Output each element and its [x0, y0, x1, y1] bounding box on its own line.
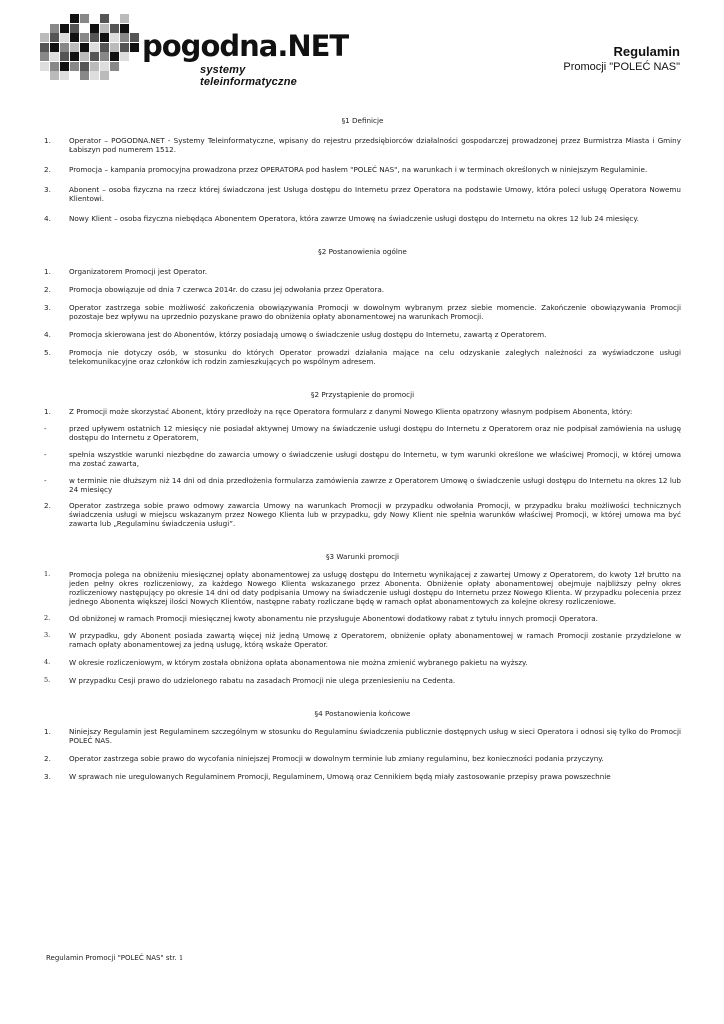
list-item [44, 214, 681, 223]
item-text: Abonent – osoba fizyczna na rzecz której świadczona jest Usługa dostępu do Internetu przez Operatora na podstawie Umowy, która poleci usługę Operatora Nowemu Klientowi. [69, 185, 681, 203]
list-item [44, 772, 681, 781]
logo-square-icon [110, 52, 119, 61]
item-text: Promocja nie dotyczy osób, w stosunku do których Operator prowadzi działania mające na celu odzyskanie zaległych należności za wyświadczone usługi telekomunikacyjne oraz członków ich rodzin zamieszkujących po wspólnym adresem. [69, 348, 681, 366]
item-text: Promocja obowiązuje od dnia 7 czerwca 2014r. do czasu jej odwołania przez Operatora. [69, 285, 385, 294]
logo-square-icon [50, 62, 59, 71]
list-item [44, 303, 681, 321]
list-item [44, 267, 681, 276]
list-item [44, 476, 681, 494]
footer-text: Regulamin Promocji "POLEĆ NAS" str. [46, 954, 177, 962]
logo-square-icon [70, 52, 79, 61]
document-header [563, 44, 680, 73]
logo-square-icon [50, 71, 59, 80]
item-text: Promocja – kampania promocyjna prowadzona przez OPERATORA pod hasłem "POLEĆ NAS", na warunkach i w terminach określonych w niniejszym Regulaminie. [69, 165, 648, 174]
item-text: Promocja polega na obniżeniu miesięcznej opłaty abonamentowej za usługę dostępu do Internetu wynikającej z zawartej Umowy z Operatorem, do kwoty 1zł brutto na jeden pełny okres rozliczeniowy, za każdego Nowego Klienta wskazanego przez Abonenta. Obniżenie opłaty abonamentowej obejmuje najbliższy pełny okres rozliczeniowy następujący po okresie 14 dni od daty podpisania Umowy na świadczenie usługi dostępu do Internetu przez Nowego Klienta. W przypadku polecenia przez jednego Abonenta większej ilości Nowych Klientów, następne rabaty rozliczane będę w ramach opłat abonamentowych za kolejne okresy rozliczeniowe. [69, 570, 681, 606]
logo-square-icon [90, 52, 99, 61]
logo-square-icon [80, 33, 89, 42]
logo-text: pogodna.NET [142, 29, 349, 63]
list-item [44, 407, 681, 416]
list-item [44, 285, 681, 294]
logo-square-icon [90, 24, 99, 33]
pogodna-logo [40, 14, 349, 88]
item-number: 2. [44, 754, 51, 763]
item-text: W przypadku, gdy Abonent posiada zawartą więcej niż jedną Umowę z Operatorem, obniżenie opłaty abonamentowej w ramach Promocji zostanie przydzielone w ramach opłaty abonamentowej za jedną usługę, którą wskaże Operator. [69, 631, 681, 649]
page-footer [46, 954, 183, 962]
logo-square-icon [40, 62, 49, 71]
logo-square-icon [120, 33, 129, 42]
section-title: §4 Postanowienia końcowe [314, 709, 411, 718]
item-text: Promocja skierowana jest do Abonentów, którzy posiadają umowę o świadczenie usług dostępu do Internetu, zawartą z Operatorem. [69, 330, 547, 339]
list-item [44, 450, 681, 468]
list-item [44, 348, 681, 366]
list-item [44, 727, 681, 745]
list-item [44, 631, 681, 649]
item-text: Z Promocji może skorzystać Abonent, który przedłoży na ręce Operatora formularz z danymi Nowego Klienta opatrzony własnym podpisem Abonenta, który: [69, 407, 633, 416]
logo-square-icon [100, 62, 109, 71]
logo-square-icon [50, 52, 59, 61]
logo-square-icon [120, 43, 129, 52]
item-number: 1. [44, 407, 51, 416]
logo-square-icon [50, 33, 59, 42]
logo-square-icon [90, 43, 99, 52]
list-item [44, 676, 681, 685]
item-number: 1. [44, 136, 51, 145]
logo-square-icon [130, 43, 139, 52]
logo-square-icon [100, 71, 109, 80]
logo-square-icon [70, 33, 79, 42]
document-title: Regulamin [613, 44, 680, 59]
item-text: spełnia wszystkie warunki niezbędne do zawarcia umowy o świadczenie usługi dostępu do Internetu, w tym warunki określone we właściwej Promocji, w której umowa ma zostać zawarta, [69, 450, 681, 468]
logo-square-icon [40, 52, 49, 61]
item-text: W sprawach nie uregulowanych Regulaminem Promocji, Regulaminem, Umową oraz Cennikiem będą miały zastosowanie przepisy prawa powszechnie [69, 772, 611, 781]
logo-square-icon [60, 43, 69, 52]
document-subtitle: Promocji "POLEĆ NAS" [563, 61, 680, 73]
item-number: 4. [44, 214, 51, 223]
item-number: 2. [44, 614, 51, 622]
logo-square-icon [100, 33, 109, 42]
list-item [44, 165, 681, 174]
list-item [44, 185, 681, 203]
list-item [44, 501, 681, 528]
logo-square-icon [80, 14, 89, 23]
logo-square-icon [60, 24, 69, 33]
item-text: Operator zastrzega sobie prawo do wycofania niniejszej Promocji w dowolnym terminie lub zmiany regulaminu, bez konieczności podania przyczyny. [69, 754, 604, 763]
item-text: Nowy Klient – osoba fizyczna niebędąca Abonentem Operatora, która zawrze Umowę na świadczenie usługi dostępu do Internetu na okres 12 lub 24 miesięcy. [69, 214, 639, 223]
list-item [44, 614, 681, 623]
logo-square-icon [90, 33, 99, 42]
logo-square-icon [110, 33, 119, 42]
logo-square-icon [80, 52, 89, 61]
item-number: 2. [44, 501, 51, 510]
logo-square-icon [100, 14, 109, 23]
logo-square-icon [70, 62, 79, 71]
item-text: W przypadku Cesji prawo do udzielonego rabatu na zasadach Promocji nie ulega przeniesieniu na Cedenta. [69, 676, 456, 685]
logo-square-icon [40, 33, 49, 42]
logo-square-icon [80, 71, 89, 80]
logo-square-icon [110, 24, 119, 33]
logo-square-icon [100, 52, 109, 61]
item-text: W okresie rozliczeniowym, w którym została obniżona opłata abonamentowa nie można zmienić wybranego pakietu na wyższy. [69, 658, 528, 667]
item-text: Niniejszy Regulamin jest Regulaminem szczególnym w stosunku do Regulaminu świadczenia publicznie dostępnych usług w sieci Operatora i odnosi się tylko do Promocji POLEĆ NAS. [69, 727, 681, 745]
logo-square-icon [120, 24, 129, 33]
item-number: 1. [44, 267, 51, 276]
logo-square-icon [60, 33, 69, 42]
logo-square-icon [90, 71, 99, 80]
item-text: Operator – POGODNA.NET - Systemy Teleinformatyczne, wpisany do rejestru przedsiębiorców działalności gospodarczej prowadzonej przez Burmistrza Miasta i Gminy Łabiszyn pod numerem 1512. [69, 136, 681, 154]
item-bullet: - [44, 476, 47, 485]
item-number: 5. [44, 348, 51, 357]
item-bullet: - [44, 424, 47, 433]
item-number: 1. [44, 570, 51, 578]
logo-square-icon [50, 24, 59, 33]
list-item [44, 136, 681, 154]
section-title: §1 Definicje [341, 116, 384, 125]
list-item [44, 570, 681, 606]
item-number: 3. [44, 631, 51, 639]
list-item [44, 424, 681, 442]
logo-square-icon [80, 62, 89, 71]
logo-square-icon [60, 71, 69, 80]
logo-square-icon [60, 52, 69, 61]
item-number: 3. [44, 303, 51, 312]
item-text: Organizatorem Promocji jest Operator. [69, 267, 207, 276]
logo-square-icon [110, 43, 119, 52]
item-text: Operator zastrzega sobie możliwość zakończenia obowiązywania Promocji w dowolnym wybranym przez siebie momencie. Zakończenie obowiązywania Promocji pozostaje bez wpływu na uprzednio pozyskane prawo do obniżenia opłaty abonamentowej na warunkach Promocji. [69, 303, 681, 321]
item-number: 3. [44, 772, 51, 781]
item-number: 2. [44, 285, 51, 294]
list-item [44, 330, 681, 339]
logo-square-icon [40, 43, 49, 52]
item-number: 4. [44, 330, 51, 339]
logo-square-icon [70, 24, 79, 33]
document-body [44, 116, 681, 781]
item-text: przed upływem ostatnich 12 miesięcy nie posiadał aktywnej Umowy na świadczenie usługi dostępu do Internetu z Operatorem oraz nie podpisał zamówienia na usługę dostępu do Internetu z Operatorem, [69, 424, 681, 442]
logo-square-icon [110, 62, 119, 71]
item-number: 1. [44, 727, 51, 736]
item-text: w terminie nie dłuższym niż 14 dni od dnia przedłożenia formularza zamówienia zawrze z Operatorem Umowę o świadczenie usługi dostępu do Internetu na okres 12 lub 24 miesięcy [69, 476, 681, 494]
logo-square-icon [90, 62, 99, 71]
item-number: 4. [44, 658, 51, 666]
logo-square-icon [120, 14, 129, 23]
item-text: Operator zastrzega sobie prawo odmowy zawarcia Umowy na warunkach Promocji w przypadku odwołania Promocji, w przypadku braku możliwości technicznych świadczenia usługi w miejscu wskazanym przez Nowego Klienta lub w przypadku, gdy Nowy Klient nie spełnia warunków właściwej Promocji, w której umowa ma być zawarta lub „Regulaminu świadczenia usługi”. [69, 501, 681, 528]
list-item [44, 754, 681, 763]
section-title: §2 Przystąpienie do promocji [310, 390, 415, 399]
logo-square-icon [50, 43, 59, 52]
section-title: §2 Postanowienia ogólne [318, 247, 407, 256]
logo-square-icon [100, 43, 109, 52]
logo-square-icon [120, 52, 129, 61]
logo-square-icon [130, 33, 139, 42]
logo-subtitle: systemy teleinformatyczne [200, 64, 297, 88]
list-item [44, 658, 681, 667]
section-title: §3 Warunki promocji [325, 552, 400, 561]
item-number: 5. [44, 676, 51, 684]
logo-square-icon [80, 43, 89, 52]
item-bullet: - [44, 450, 47, 459]
logo-square-icon [60, 62, 69, 71]
page-number: 1 [178, 954, 184, 962]
logo-square-icon [100, 24, 109, 33]
item-number: 2. [44, 165, 51, 174]
item-text: Od obniżonej w ramach Promocji miesięcznej kwoty abonamentu nie przysługuje Abonentowi dodatkowy rabat z tytułu innych promocji Operatora. [69, 614, 598, 623]
item-number: 3. [44, 185, 51, 194]
logo-square-icon [70, 14, 79, 23]
logo-square-icon [70, 43, 79, 52]
